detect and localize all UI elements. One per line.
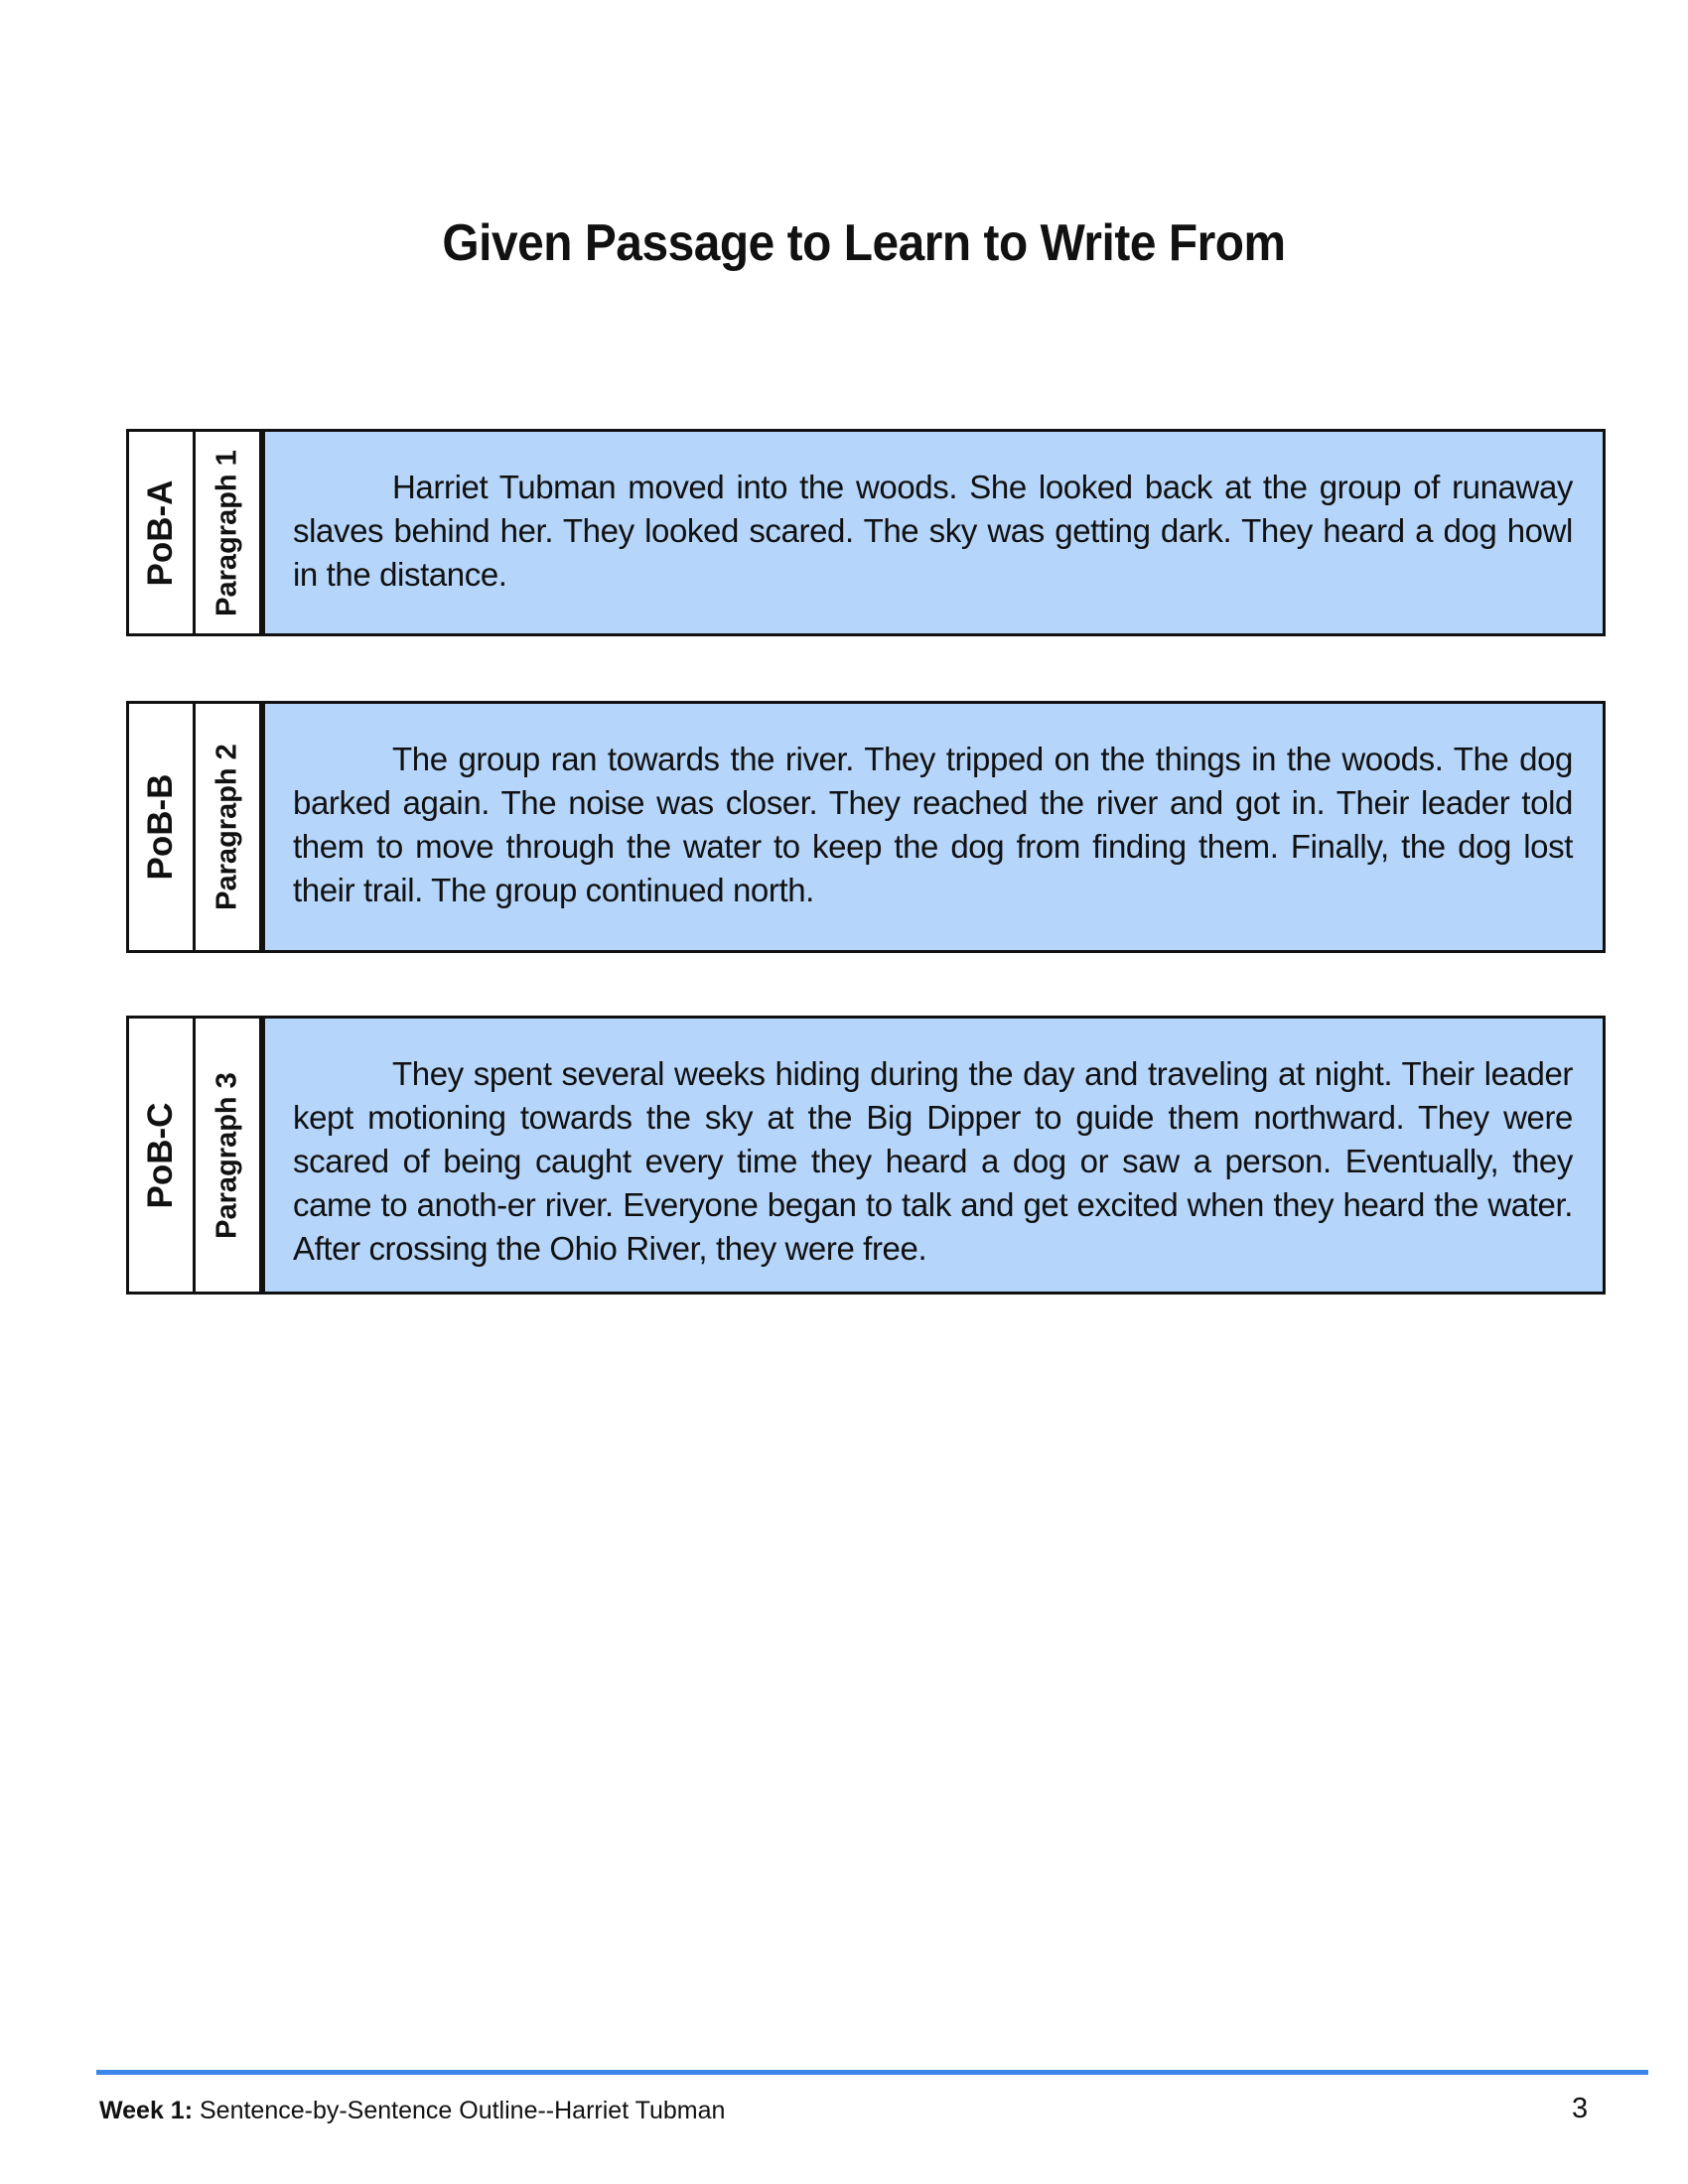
pob-label-box [126, 701, 196, 953]
pob-label-box [126, 429, 196, 636]
page-title: Given Passage to Learn to Write From [442, 214, 1286, 272]
paragraph-label-box [193, 429, 262, 636]
paragraph-label: Paragraph 3 [211, 1071, 243, 1239]
passage-text: They spent several weeks hiding during the day and traveling at night. Their leader kept motioning towards the sky at the Big Dipper to guide them northward. They were scared of being caught every time they heard a dog or saw a person. Eventually, they came to anoth-er river. Everyone began to talk and get excited when they heard the water. After crossing the Ohio River, they were free. [293, 1055, 1573, 1267]
pob-label-box [126, 1016, 196, 1295]
pob-label: PoB-C [141, 1102, 180, 1208]
footer-divider [96, 2070, 1648, 2075]
pob-label: PoB-B [141, 773, 180, 881]
passage-block-b [126, 701, 1606, 953]
passage-text-box [262, 1016, 1606, 1295]
paragraph-label-box [193, 701, 262, 953]
passage-text-box [262, 429, 1606, 636]
paragraph-label: Paragraph 2 [211, 744, 243, 910]
passage-text: Harriet Tubman moved into the woods. She looked back at the group of runaway slaves behind her. They looked scared. The sky was getting dark. They heard a dog howl in the distance. [293, 469, 1573, 593]
passage-block-a [126, 429, 1606, 636]
footer-caption [99, 2097, 725, 2125]
footer-week-label: Week 1: [99, 2097, 194, 2124]
footer-description: Sentence-by-Sentence Outline--Harriet Tubman [199, 2097, 726, 2124]
paragraph-label: Paragraph 1 [211, 449, 243, 616]
passage-text-box [262, 701, 1606, 953]
page-number: 3 [1572, 2093, 1589, 2124]
passage-text: The group ran towards the river. They tripped on the things in the woods. The dog barked again. The noise was closer. They reached the river and got in. Their leader told them to move through the water to keep the dog from finding them. Finally, the dog lost their trail. The group continued north. [293, 741, 1573, 908]
passage-block-c [126, 1016, 1606, 1295]
paragraph-label-box [193, 1016, 262, 1295]
pob-label: PoB-A [141, 479, 180, 586]
